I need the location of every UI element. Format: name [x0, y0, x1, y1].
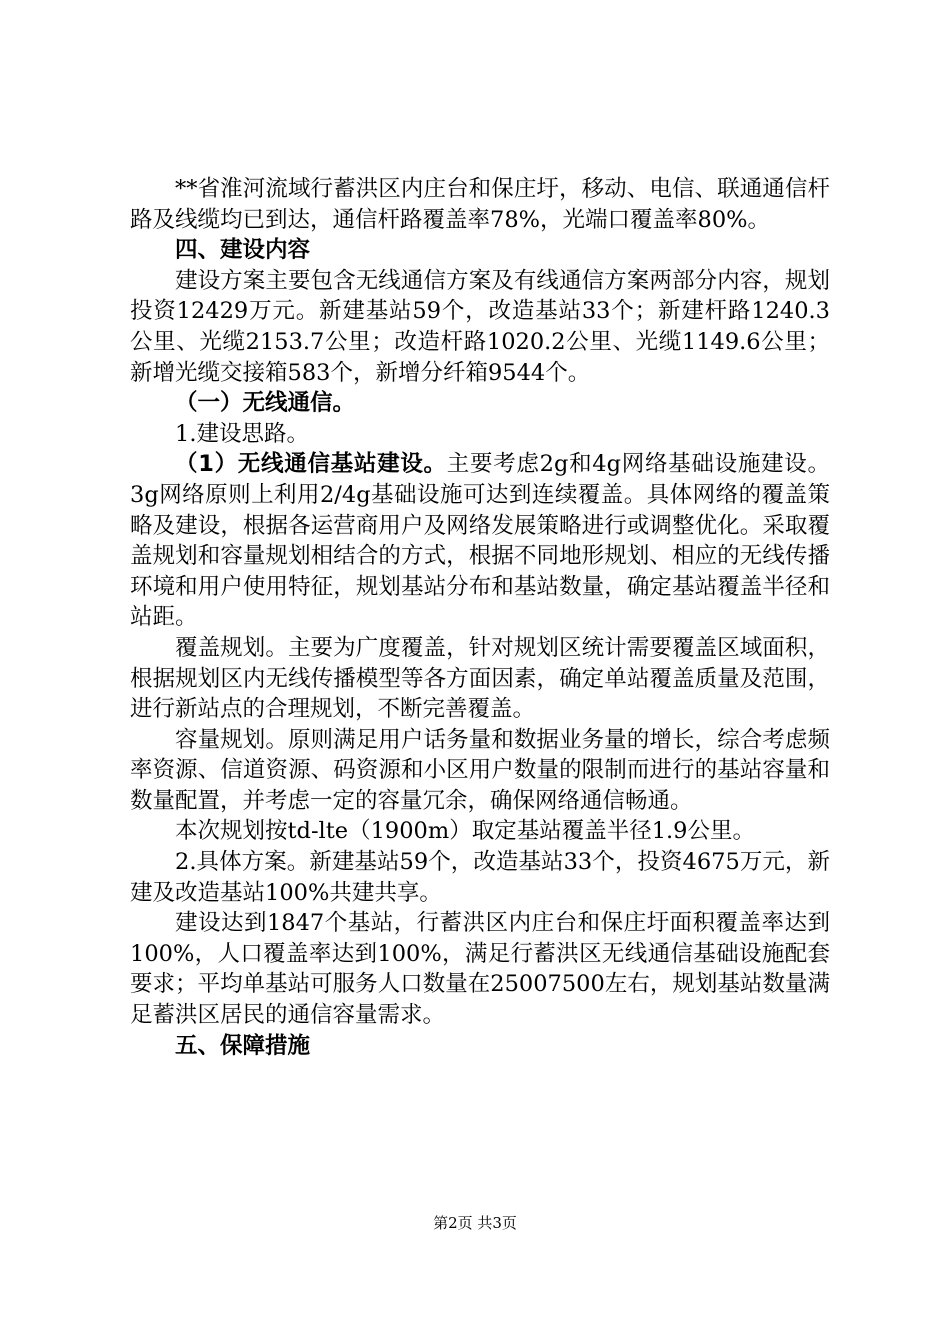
- subsection-heading-wireless: （一）无线通信。: [175, 390, 356, 417]
- paragraph-coverage-status: **省淮河流域行蓄洪区内庄台和保庄圩，移动、电信、联通通信杆路及线缆均已到达，通信杆路覆盖率78%，光端口覆盖率80%。: [130, 176, 830, 233]
- paragraph-construction-target: 建设达到1847个基站，行蓄洪区内庄台和保庄圩面积覆盖率达到100%，人口覆盖率达到100%，满足行蓄洪区无线通信基础设施配套要求；平均单基站可服务人口数量在25007500左右，规划基站数量满足蓄洪区居民的通信容量需求。: [130, 910, 830, 1029]
- paragraph-specific-plan: 2.具体方案。新建基站59个，改造基站33个，投资4675万元，新建及改造基站100%共建共享。: [130, 849, 830, 906]
- paragraph-radius: 本次规划按td-lte（1900m）取定基站覆盖半径1.9公里。: [175, 818, 755, 845]
- paragraph-capacity-planning: 容量规划。原则满足用户话务量和数据业务量的增长，综合考虑频率资源、信道资源、码资源和小区用户数量的限制而进行的基站容量和数量配置，并考虑一定的容量冗余，确保网络通信畅通。: [130, 726, 830, 814]
- paragraph-construction-plan: 建设方案主要包含无线通信方案及有线通信方案两部分内容，规划投资12429万元。新建基站59个，改造基站33个；新建杆路1240.3公里、光缆2153.7公里；改造杆路1020.2公里、光缆1149.6公里；新增光缆交接箱583个，新增分纤箱9544个。: [130, 267, 830, 386]
- section-heading-safeguard: 五、保障措施: [175, 1032, 311, 1059]
- section-heading-construction-content: 四、建设内容: [175, 237, 311, 264]
- page-footer: 第2页 共3页: [433, 1214, 517, 1232]
- paragraph-base-station-construction: [130, 449, 830, 633]
- paragraph-lead-base-station: （1）无线通信基站建设。: [175, 451, 447, 478]
- paragraph-coverage-planning: 覆盖规划。主要为广度覆盖，针对规划区统计需要覆盖区域面积，根据规划区内无线传播模型等各方面因素，确定单站覆盖质量及范围，进行新站点的合理规划，不断完善覆盖。: [130, 634, 830, 723]
- paragraph-construction-idea: 1.建设思路。: [175, 420, 309, 447]
- document-body: [130, 174, 830, 1061]
- paragraph-body-base-station: 主要考虑2g和4g网络基础设施建设。3g网络原则上利用2/4g基础设施可达到连续覆盖。具体网络的覆盖策略及建设，根据各运营商用户及网络发展策略进行或调整优化。采取覆盖规划和容量规划相结合的方式，根据不同地形规划、相应的无线传播环境和用户使用特征，规划基站分布和基站数量，确定基站覆盖半径和站距。: [130, 451, 830, 631]
